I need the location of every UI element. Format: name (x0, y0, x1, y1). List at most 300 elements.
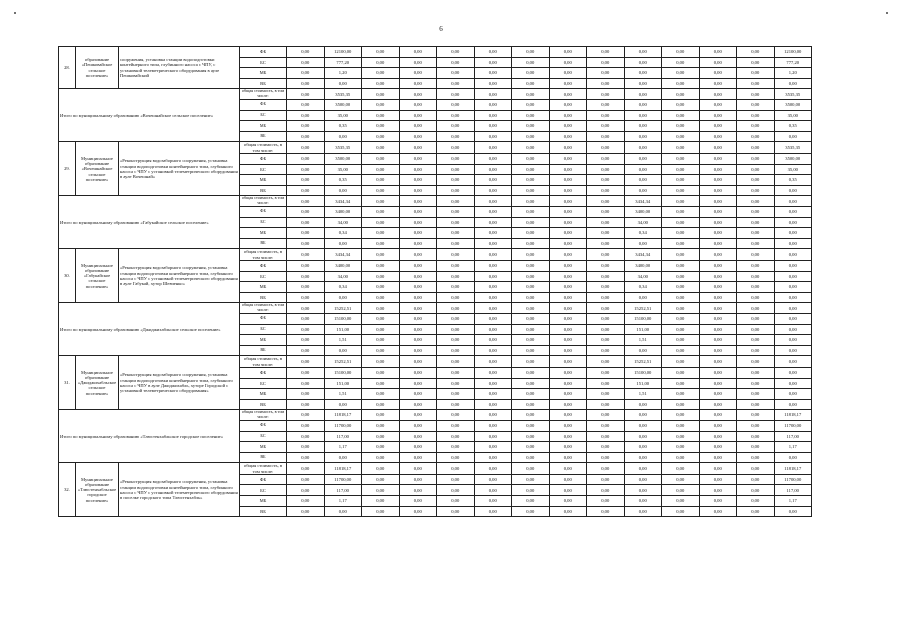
value-cell: 0,00 (362, 121, 400, 132)
value-cell: 0,00 (549, 121, 587, 132)
value-cell: 0,00 (324, 506, 362, 517)
funding-source-cell: ВБ (240, 292, 287, 303)
value-cell: 0,00 (437, 271, 475, 282)
value-cell: 0,00 (287, 452, 325, 463)
value-cell: 0,00 (774, 313, 812, 324)
value-cell: 0,00 (512, 217, 550, 228)
value-cell: 0,00 (399, 271, 437, 282)
value-cell: 0,00 (737, 367, 775, 378)
value-cell: 0,00 (587, 153, 625, 164)
value-cell: 0,00 (624, 131, 662, 142)
value-cell: 0,00 (624, 121, 662, 132)
value-cell: 0,00 (549, 356, 587, 368)
value-cell: 0,00 (474, 335, 512, 346)
value-cell: 0,00 (362, 153, 400, 164)
value-cell: 0,00 (399, 367, 437, 378)
value-cell: 0,00 (437, 335, 475, 346)
value-cell: 0,00 (699, 356, 737, 368)
value-cell: 0,00 (437, 431, 475, 442)
value-cell: 0,00 (287, 68, 325, 79)
value-cell: 0,00 (474, 313, 512, 324)
value-cell: 0,00 (737, 207, 775, 218)
value-cell: 0,00 (699, 175, 737, 186)
value-cell: 1,17 (774, 442, 812, 453)
value-cell: 0,00 (512, 292, 550, 303)
value-cell: 0,00 (399, 292, 437, 303)
value-cell: 0,00 (287, 474, 325, 485)
value-cell: 0,00 (399, 485, 437, 496)
value-cell: 0,00 (399, 68, 437, 79)
value-cell: 0,00 (699, 185, 737, 196)
value-cell: 0,00 (587, 249, 625, 261)
value-cell: 0,00 (399, 228, 437, 239)
value-cell: 0,00 (437, 68, 475, 79)
value-cell: 0,00 (699, 313, 737, 324)
funding-source-cell: ВБ (240, 452, 287, 463)
funding-source-cell: общая стоимость, в том числе: (240, 196, 287, 207)
value-cell: 0,00 (287, 389, 325, 400)
value-cell: 0,00 (662, 378, 700, 389)
value-cell: 0,00 (512, 121, 550, 132)
value-cell: 0,00 (774, 303, 812, 314)
value-cell: 0,00 (437, 142, 475, 154)
value-cell: 151,00 (324, 378, 362, 389)
value-cell: 0,00 (587, 303, 625, 314)
value-cell: 0,00 (437, 367, 475, 378)
total-label-cell: Итого по муниципальному образованию «Вочешнайское сельское поселение» (59, 89, 240, 142)
value-cell: 0,00 (737, 345, 775, 356)
total-row (59, 410, 812, 421)
value-cell: 0,00 (362, 110, 400, 121)
value-cell: 0,00 (324, 345, 362, 356)
value-cell: 117,00 (324, 485, 362, 496)
value-cell: 0,00 (474, 142, 512, 154)
value-cell: 11700,00 (324, 474, 362, 485)
value-cell: 0,00 (362, 452, 400, 463)
value-cell: 0,00 (287, 399, 325, 410)
value-cell: 0,00 (474, 410, 512, 421)
value-cell: 0,00 (699, 345, 737, 356)
funding-source-cell: БС (240, 217, 287, 228)
value-cell: 0,00 (587, 89, 625, 100)
value-cell: 0,00 (399, 313, 437, 324)
value-cell: 0,00 (549, 110, 587, 121)
page-number: 6 (439, 25, 443, 33)
value-cell: 0,00 (737, 324, 775, 335)
value-cell: 3500,00 (324, 153, 362, 164)
value-cell: 0,00 (287, 217, 325, 228)
value-cell: 0,00 (774, 367, 812, 378)
value-cell: 0,00 (399, 463, 437, 475)
value-cell: 0,00 (737, 496, 775, 507)
value-cell: 0,00 (399, 207, 437, 218)
value-cell: 1,20 (774, 68, 812, 79)
value-cell: 0,00 (362, 399, 400, 410)
value-cell: 0,00 (737, 389, 775, 400)
value-cell: 0,00 (549, 474, 587, 485)
value-cell: 0,00 (437, 260, 475, 271)
value-cell: 0,00 (287, 164, 325, 175)
value-cell: 777,20 (324, 57, 362, 68)
value-cell: 0,00 (399, 431, 437, 442)
value-cell: 0,00 (699, 506, 737, 517)
value-cell: 0,00 (624, 110, 662, 121)
funding-source-cell: БС (240, 271, 287, 282)
value-cell: 0,00 (549, 463, 587, 475)
value-cell: 0,00 (399, 100, 437, 111)
value-cell: 0,00 (474, 399, 512, 410)
value-cell: 0,00 (624, 238, 662, 249)
value-cell: 0,00 (662, 249, 700, 261)
total-label-cell: Итого по муниципальному образованию «Тлюстенхабльское городское поселение» (59, 410, 240, 463)
value-cell: 0,00 (699, 196, 737, 207)
value-cell: 0,00 (437, 217, 475, 228)
value-cell: 0,00 (512, 78, 550, 89)
value-cell: 35,00 (774, 110, 812, 121)
value-cell: 0,00 (662, 68, 700, 79)
value-cell: 0,00 (662, 142, 700, 154)
funding-source-cell: МБ (240, 68, 287, 79)
funding-source-cell: общая стоимость, в том числе: (240, 410, 287, 421)
value-cell: 0,00 (287, 292, 325, 303)
value-cell: 0,00 (587, 496, 625, 507)
value-cell: 0,00 (662, 452, 700, 463)
value-cell: 0,00 (587, 47, 625, 58)
value-cell: 0,00 (662, 399, 700, 410)
funding-source-cell: ФБ (240, 474, 287, 485)
municipality-cell: Муниципальное образование «Габукайское сельское поселение» (76, 249, 119, 303)
value-cell: 0,00 (474, 100, 512, 111)
value-cell: 0,00 (474, 260, 512, 271)
value-cell: 0,00 (549, 68, 587, 79)
value-cell: 0,00 (437, 474, 475, 485)
value-cell: 0,00 (287, 345, 325, 356)
total-label-cell: Итого по муниципальному образованию «Габукайское сельское поселение» (59, 196, 240, 249)
value-cell: 0,00 (362, 335, 400, 346)
value-cell: 0,00 (549, 57, 587, 68)
value-cell: 0,00 (437, 442, 475, 453)
value-cell: 0,00 (287, 153, 325, 164)
value-cell: 0,00 (737, 164, 775, 175)
value-cell: 0,00 (737, 47, 775, 58)
object-description-cell: сооружения, установка станции водоподготовки контейнерного типа, глубинного насоса с ЧПУ, с установкой телеметрического оборудования в ауле Пешковайский (119, 47, 240, 89)
value-cell: 0,00 (437, 164, 475, 175)
value-cell: 0,00 (774, 228, 812, 239)
value-cell: 0,00 (774, 249, 812, 261)
value-cell: 0,00 (287, 506, 325, 517)
value-cell: 0,00 (437, 313, 475, 324)
value-cell: 0,00 (399, 47, 437, 58)
value-cell: 0,00 (474, 452, 512, 463)
value-cell: 11700,00 (774, 474, 812, 485)
value-cell: 0,00 (362, 68, 400, 79)
value-cell: 0,00 (287, 356, 325, 368)
value-cell: 0,00 (662, 217, 700, 228)
value-cell: 0,00 (662, 292, 700, 303)
value-cell: 0,00 (662, 175, 700, 186)
funding-source-cell: ВБ (240, 399, 287, 410)
value-cell: 0,00 (474, 217, 512, 228)
value-cell: 0,00 (512, 238, 550, 249)
value-cell: 151,00 (624, 324, 662, 335)
value-cell: 0,00 (549, 271, 587, 282)
value-cell: 0,00 (624, 57, 662, 68)
value-cell: 0,00 (699, 228, 737, 239)
value-cell: 35,00 (324, 110, 362, 121)
total-row (59, 196, 812, 207)
funding-source-cell: ВБ (240, 131, 287, 142)
value-cell: 0,00 (587, 452, 625, 463)
value-cell: 0,00 (662, 410, 700, 421)
value-cell: 15252,51 (624, 303, 662, 314)
value-cell: 0,00 (624, 47, 662, 58)
value-cell: 0,00 (624, 175, 662, 186)
value-cell: 0,00 (587, 271, 625, 282)
value-cell: 0,00 (699, 47, 737, 58)
table-row (59, 249, 812, 261)
value-cell: 0,00 (774, 389, 812, 400)
value-cell: 0,00 (512, 142, 550, 154)
value-cell: 0,00 (624, 68, 662, 79)
value-cell: 0,00 (437, 410, 475, 421)
value-cell: 0,00 (549, 431, 587, 442)
value-cell: 0,00 (324, 78, 362, 89)
value-cell: 0,00 (362, 89, 400, 100)
value-cell: 0,00 (624, 399, 662, 410)
value-cell: 15252,51 (324, 303, 362, 314)
value-cell: 0,00 (587, 420, 625, 431)
value-cell: 0,00 (399, 410, 437, 421)
value-cell: 0,00 (549, 78, 587, 89)
value-cell: 0,00 (774, 271, 812, 282)
value-cell: 0,00 (662, 228, 700, 239)
funding-source-cell: БС (240, 485, 287, 496)
value-cell: 3400,00 (324, 207, 362, 218)
value-cell: 0,00 (399, 389, 437, 400)
value-cell: 0,00 (699, 496, 737, 507)
value-cell: 0,00 (474, 442, 512, 453)
value-cell: 3500,00 (324, 100, 362, 111)
value-cell: 0,00 (549, 399, 587, 410)
row-number: 30. (59, 249, 76, 303)
value-cell: 3434,34 (624, 249, 662, 261)
value-cell: 0,00 (774, 324, 812, 335)
value-cell: 0,00 (737, 57, 775, 68)
value-cell: 0,00 (737, 142, 775, 154)
value-cell: 0,00 (474, 89, 512, 100)
value-cell: 117,00 (324, 431, 362, 442)
value-cell: 0,00 (474, 345, 512, 356)
value-cell: 0,00 (474, 324, 512, 335)
value-cell: 0,00 (774, 207, 812, 218)
funding-source-cell: ВБ (240, 238, 287, 249)
value-cell: 0,00 (399, 238, 437, 249)
value-cell: 0,00 (587, 313, 625, 324)
value-cell: 0,00 (512, 442, 550, 453)
funding-source-cell: МБ (240, 175, 287, 186)
value-cell: 0,00 (737, 196, 775, 207)
value-cell: 0,00 (399, 324, 437, 335)
funding-source-cell: ФБ (240, 420, 287, 431)
value-cell: 0,00 (699, 142, 737, 154)
value-cell: 0,00 (662, 345, 700, 356)
value-cell: 0,00 (737, 78, 775, 89)
value-cell: 0,00 (624, 431, 662, 442)
value-cell: 0,00 (399, 282, 437, 293)
value-cell: 0,00 (287, 100, 325, 111)
value-cell: 12100,00 (774, 47, 812, 58)
value-cell: 0,00 (587, 367, 625, 378)
value-cell: 0,00 (474, 47, 512, 58)
value-cell: 0,00 (287, 431, 325, 442)
value-cell: 0,00 (474, 68, 512, 79)
value-cell: 0,00 (662, 196, 700, 207)
value-cell: 0,00 (512, 389, 550, 400)
value-cell: 0,00 (362, 345, 400, 356)
value-cell: 0,00 (399, 335, 437, 346)
value-cell: 0,00 (362, 324, 400, 335)
value-cell: 0,00 (549, 164, 587, 175)
value-cell: 0,00 (662, 282, 700, 293)
value-cell: 0,00 (362, 292, 400, 303)
value-cell: 0,00 (699, 110, 737, 121)
value-cell: 0,00 (737, 282, 775, 293)
value-cell: 0,00 (737, 68, 775, 79)
value-cell: 0,00 (699, 238, 737, 249)
value-cell: 0,00 (737, 153, 775, 164)
value-cell: 0,00 (662, 131, 700, 142)
value-cell: 0,00 (699, 463, 737, 475)
value-cell: 3535,35 (774, 89, 812, 100)
value-cell: 0,00 (737, 378, 775, 389)
value-cell: 0,00 (587, 442, 625, 453)
value-cell: 0,00 (512, 175, 550, 186)
value-cell: 0,00 (549, 238, 587, 249)
value-cell: 0,00 (437, 303, 475, 314)
value-cell: 0,00 (437, 496, 475, 507)
row-number: 31. (59, 356, 76, 410)
value-cell: 0,00 (587, 378, 625, 389)
value-cell: 0,00 (437, 485, 475, 496)
value-cell: 0,00 (512, 324, 550, 335)
value-cell: 0,00 (362, 185, 400, 196)
value-cell: 0,00 (624, 452, 662, 463)
value-cell: 0,00 (474, 78, 512, 89)
value-cell: 1,17 (774, 496, 812, 507)
funding-source-cell: ВБ (240, 506, 287, 517)
value-cell: 151,00 (324, 324, 362, 335)
municipality-cell: Муниципальное образование «Тлюстенхабльское городское поселение» (76, 463, 119, 517)
value-cell: 0,00 (662, 164, 700, 175)
value-cell: 0,00 (362, 485, 400, 496)
value-cell: 0,00 (399, 420, 437, 431)
value-cell: 0,00 (362, 47, 400, 58)
value-cell: 0,00 (362, 367, 400, 378)
value-cell: 0,00 (774, 356, 812, 368)
table-row (59, 463, 812, 475)
value-cell: 0,00 (474, 164, 512, 175)
value-cell: 0,00 (737, 313, 775, 324)
value-cell: 0,00 (624, 442, 662, 453)
value-cell: 3500,00 (774, 100, 812, 111)
value-cell: 0,00 (587, 292, 625, 303)
value-cell: 0,00 (287, 207, 325, 218)
funding-source-cell: МБ (240, 442, 287, 453)
value-cell: 0,00 (512, 153, 550, 164)
value-cell: 0,00 (549, 260, 587, 271)
value-cell: 0,00 (549, 175, 587, 186)
value-cell: 0,00 (437, 196, 475, 207)
value-cell: 0,00 (624, 463, 662, 475)
value-cell: 0,00 (549, 345, 587, 356)
value-cell: 0,00 (587, 207, 625, 218)
value-cell: 3434,34 (324, 196, 362, 207)
value-cell: 0,00 (774, 238, 812, 249)
value-cell: 0,00 (587, 78, 625, 89)
value-cell: 0,00 (737, 474, 775, 485)
value-cell: 0,00 (474, 238, 512, 249)
value-cell: 0,00 (474, 131, 512, 142)
funding-source-cell: ФБ (240, 47, 287, 58)
value-cell: 0,00 (699, 303, 737, 314)
value-cell: 0,00 (549, 452, 587, 463)
value-cell: 15252,51 (324, 356, 362, 368)
value-cell: 0,00 (662, 100, 700, 111)
value-cell: 0,00 (399, 121, 437, 132)
value-cell: 0,00 (474, 110, 512, 121)
value-cell: 0,00 (587, 110, 625, 121)
value-cell: 0,00 (437, 110, 475, 121)
value-cell: 0,00 (437, 57, 475, 68)
value-cell: 0,00 (662, 324, 700, 335)
value-cell: 0,00 (587, 131, 625, 142)
value-cell: 0,00 (287, 249, 325, 261)
value-cell: 0,00 (362, 100, 400, 111)
value-cell: 0,00 (549, 89, 587, 100)
value-cell: 0,00 (362, 249, 400, 261)
value-cell: 0,00 (437, 282, 475, 293)
value-cell: 0,00 (662, 153, 700, 164)
scan-speck (886, 12, 888, 14)
value-cell: 0,00 (699, 335, 737, 346)
value-cell: 0,00 (287, 47, 325, 58)
value-cell: 0,00 (587, 175, 625, 186)
value-cell: 0,00 (512, 228, 550, 239)
value-cell: 0,00 (287, 260, 325, 271)
value-cell: 0,00 (662, 110, 700, 121)
value-cell: 0,00 (324, 399, 362, 410)
value-cell: 0,00 (699, 131, 737, 142)
value-cell: 0,00 (399, 142, 437, 154)
value-cell: 3434,34 (324, 249, 362, 261)
funding-source-cell: общая стоимость, в том числе: (240, 89, 287, 100)
value-cell: 0,00 (287, 410, 325, 421)
value-cell: 0,00 (699, 410, 737, 421)
value-cell: 0,00 (437, 228, 475, 239)
value-cell: 0,00 (662, 121, 700, 132)
value-cell: 0,00 (624, 420, 662, 431)
value-cell: 0,00 (737, 131, 775, 142)
value-cell: 0,00 (362, 431, 400, 442)
value-cell: 0,00 (362, 389, 400, 400)
value-cell: 0,00 (399, 131, 437, 142)
value-cell: 0,00 (624, 89, 662, 100)
value-cell: 0,00 (774, 452, 812, 463)
value-cell: 0,00 (512, 207, 550, 218)
value-cell: 0,00 (399, 442, 437, 453)
value-cell: 0,00 (474, 463, 512, 475)
value-cell: 0,00 (549, 496, 587, 507)
